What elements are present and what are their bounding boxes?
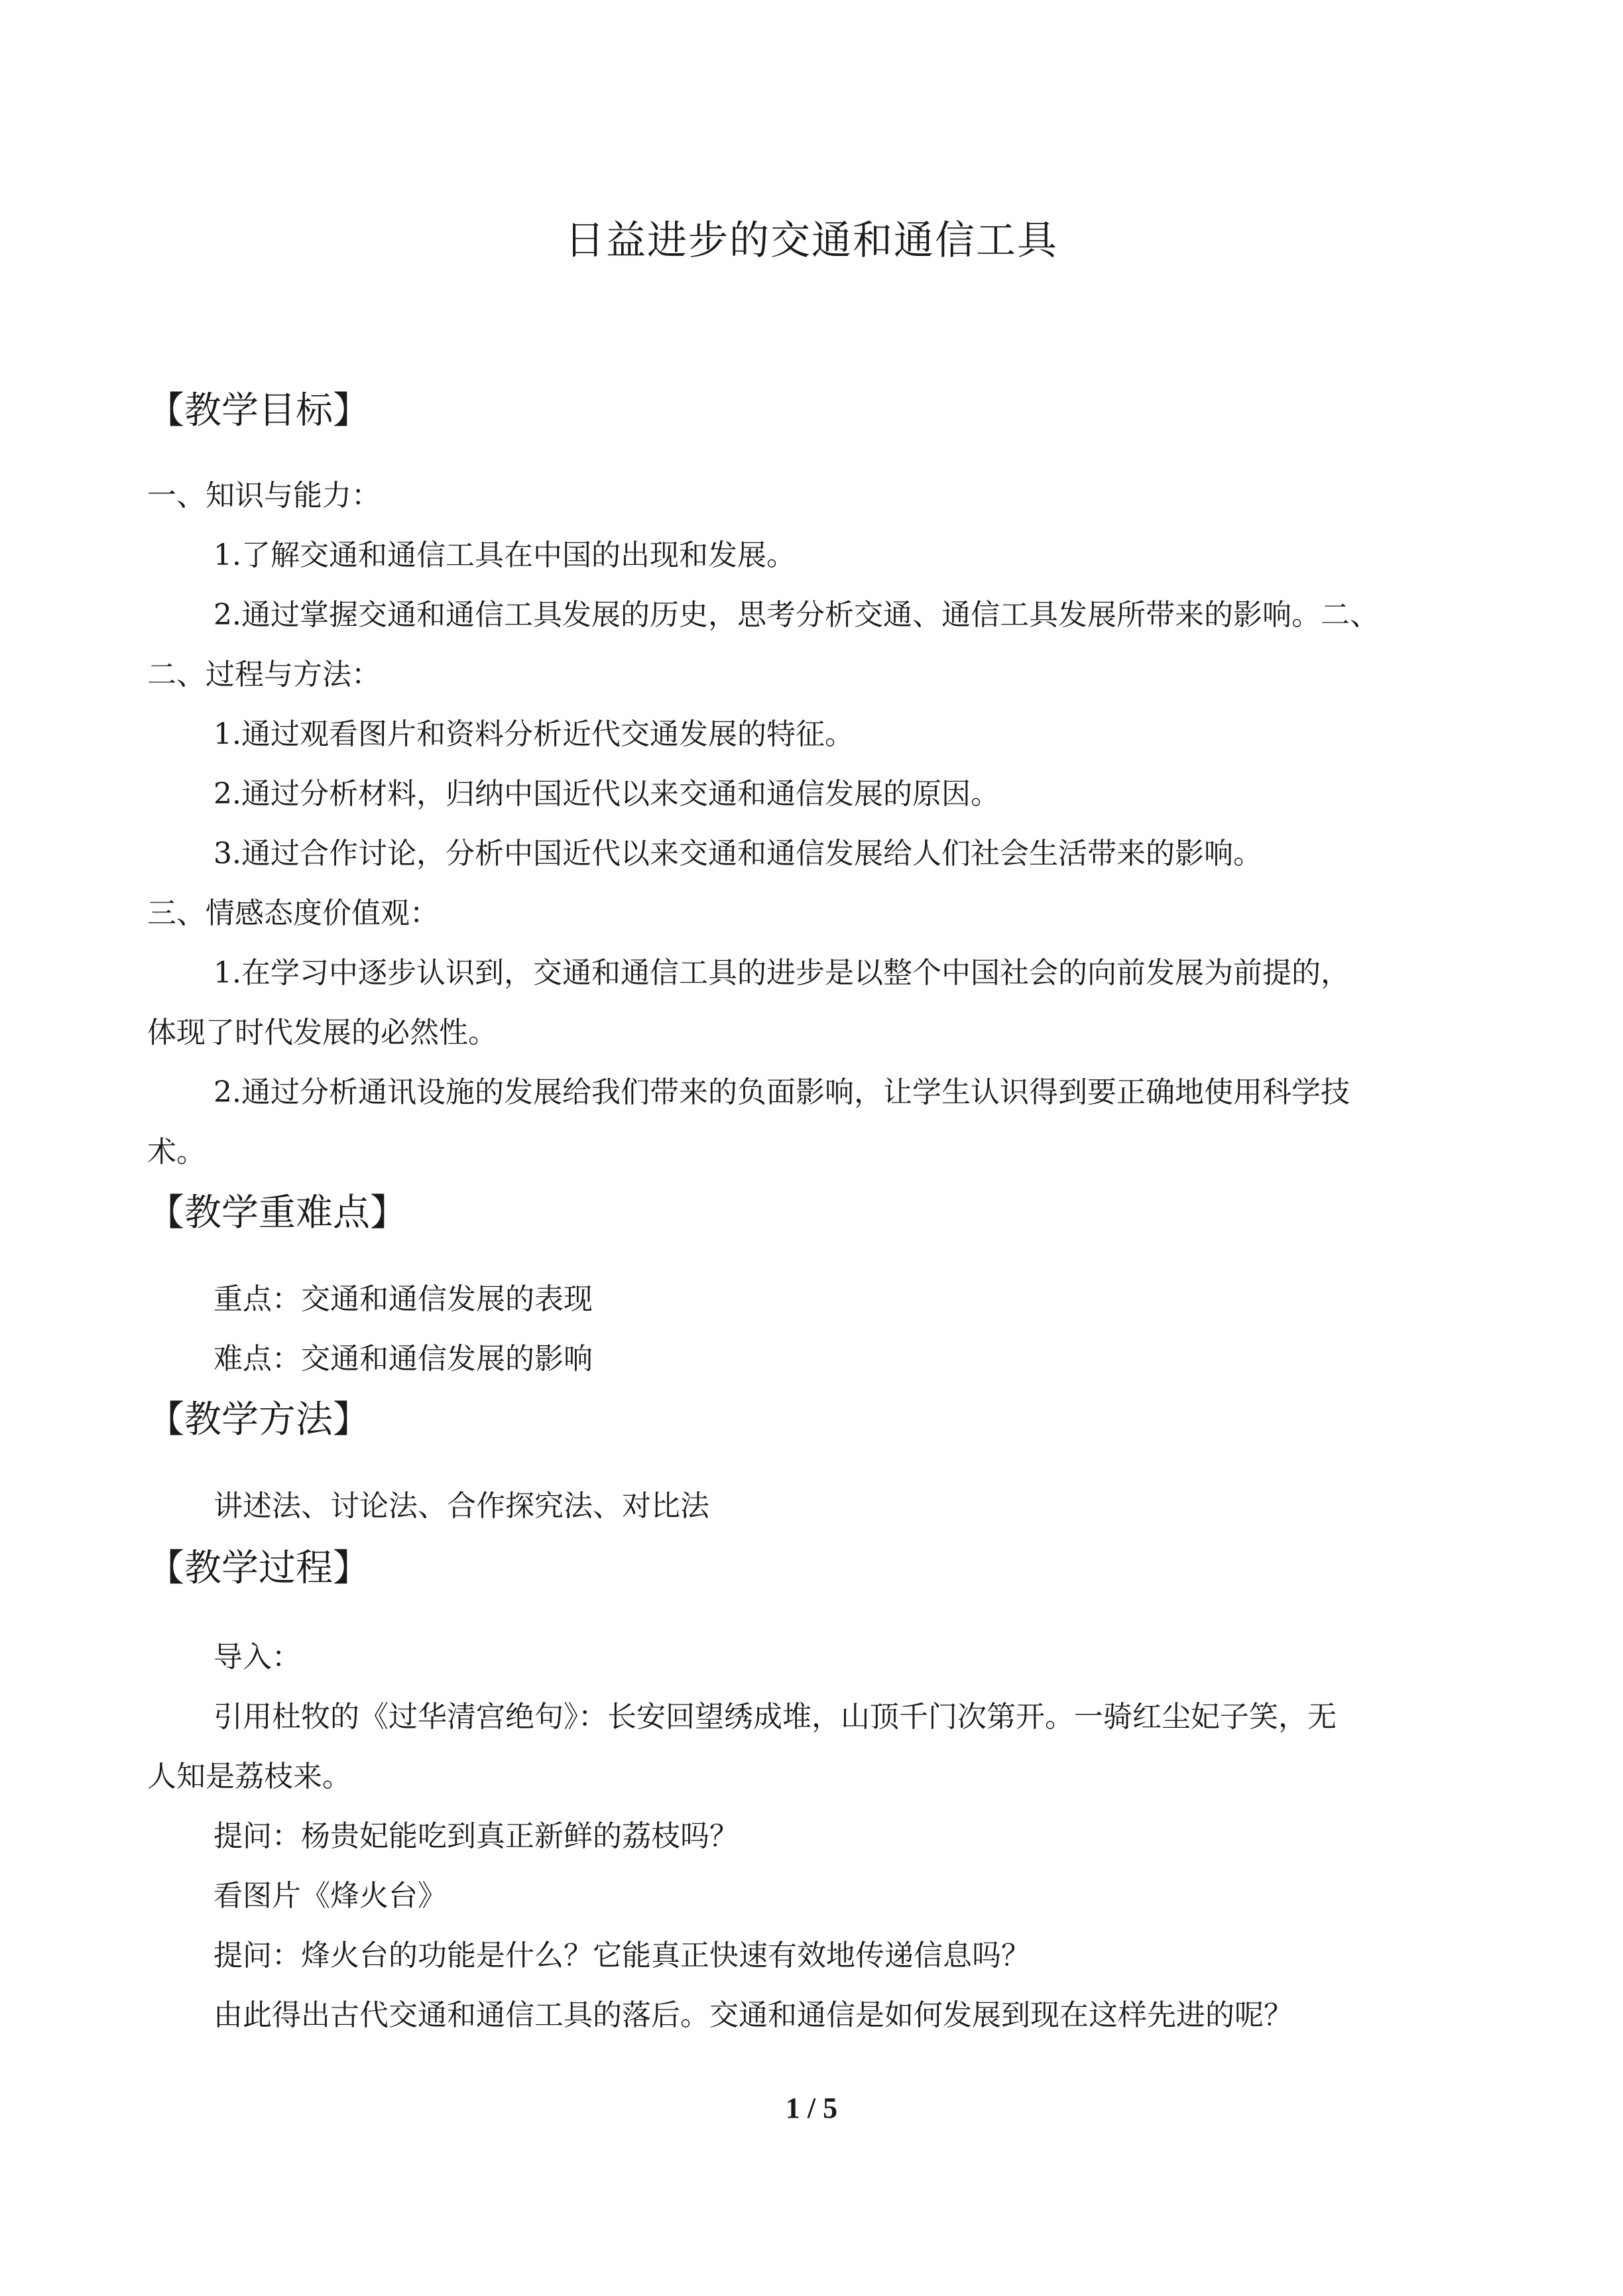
key-point-focus: 重点：交通和通信发展的表现 <box>213 1282 593 1316</box>
objectives-part2-item3: 3.通过合作讨论，分析中国近代以来交通和通信发展给人们社会生活带来的影响。 <box>213 837 1262 871</box>
objectives-part1-item2: 2.通过掌握交通和通信工具发展的历史，思考分析交通、通信工具发展所带来的影响。二、 <box>213 598 1379 632</box>
objectives-part1-label: 一、知识与能力： <box>147 479 381 513</box>
section-heading-objectives: 【教学目标】 <box>147 389 370 432</box>
process-quote-line1: 引用杜牧的《过华清宫绝句》：长安回望绣成堆，山顶千门次第开。一骑红尘妃子笑，无 <box>213 1700 1337 1734</box>
process-question2: 提问：烽火台的功能是什么？它能真正快速有效地传递信息吗？ <box>213 1939 1030 1972</box>
objectives-part1-item1: 1.了解交通和通信工具在中国的出现和发展。 <box>213 538 796 572</box>
objectives-part2-item2: 2.通过分析材料，归纳中国近代以来交通和通信发展的原因。 <box>213 777 1000 811</box>
objectives-part2-label: 二、过程与方法： <box>147 658 381 692</box>
objectives-part3-item2-line2: 术。 <box>147 1135 206 1169</box>
document-title: 日益进步的交通和通信工具 <box>565 217 1058 264</box>
process-intro-label: 导入： <box>213 1640 301 1674</box>
objectives-part2-item1: 1.通过观看图片和资料分析近代交通发展的特征。 <box>213 717 854 751</box>
process-conclusion: 由此得出古代交通和通信工具的落后。交通和通信是如何发展到现在这样先进的呢？ <box>213 1998 1293 2032</box>
process-question1: 提问：杨贵妃能吃到真正新鲜的荔枝吗？ <box>213 1819 739 1853</box>
section-heading-key-points: 【教学重难点】 <box>147 1191 407 1235</box>
objectives-part3-label: 三、情感态度价值观： <box>147 896 439 930</box>
section-heading-process: 【教学过程】 <box>147 1547 370 1590</box>
process-picture: 看图片《烽火台》 <box>213 1879 447 1913</box>
process-quote-line2: 人知是荔枝来。 <box>147 1760 351 1793</box>
methods-text: 讲述法、讨论法、合作探究法、对比法 <box>213 1489 709 1523</box>
page-number: 1 / 5 <box>785 2092 838 2124</box>
objectives-part3-item1-line2: 体现了时代发展的必然性。 <box>147 1016 497 1050</box>
key-point-difficulty: 难点：交通和通信发展的影响 <box>213 1342 593 1376</box>
objectives-part3-item2-line1: 2.通过分析通讯设施的发展给我们带来的负面影响，让学生认识得到要正确地使用科学技 <box>213 1075 1350 1109</box>
objectives-part3-item1-line1: 1.在学习中逐步认识到，交通和通信工具的进步是以整个中国社会的向前发展为前提的， <box>213 956 1350 990</box>
section-heading-methods: 【教学方法】 <box>147 1398 370 1441</box>
